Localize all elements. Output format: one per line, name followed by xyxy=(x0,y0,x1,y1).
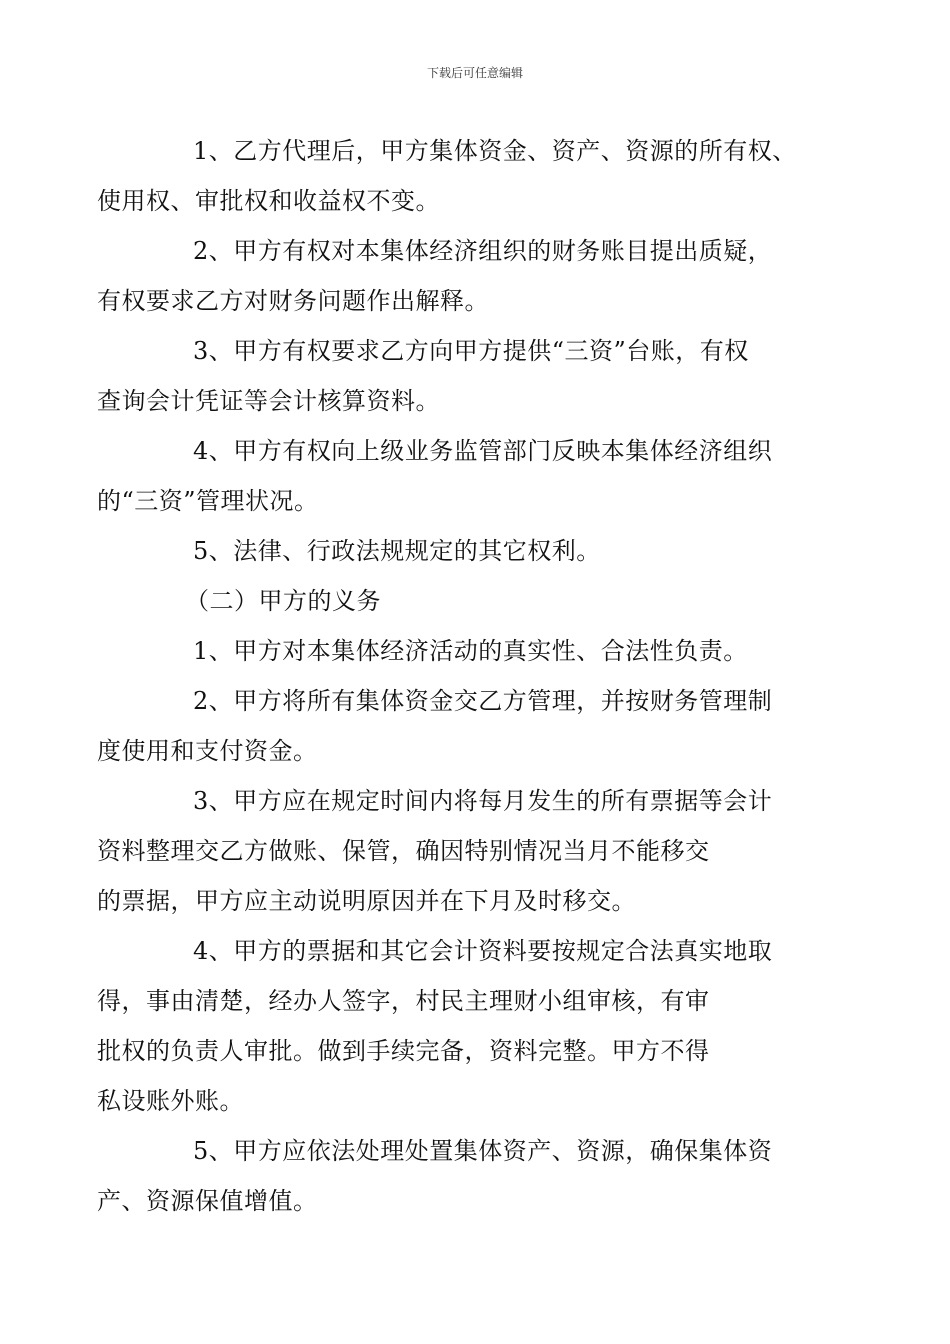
page-header: 下载后可任意编辑 xyxy=(426,66,523,80)
text-line: 3、甲方应在规定时间内将每月发生的所有票据等会计 xyxy=(193,787,773,815)
text-line: 得，事由清楚，经办人签字，村民主理财小组审核，有审 xyxy=(97,987,710,1015)
text-line: 私设账外账。 xyxy=(97,1087,244,1115)
section-heading-obligations xyxy=(145,576,810,626)
paragraph-right-4 xyxy=(97,426,810,526)
paragraph-right-2 xyxy=(97,226,810,326)
paragraph-obligation-1 xyxy=(145,626,810,676)
paragraph-right-1 xyxy=(97,126,810,226)
paragraph-obligation-3 xyxy=(97,776,810,926)
text-line: 5、甲方应依法处理处置集体资产、资源，确保集体资 xyxy=(193,1137,773,1165)
section-heading-text: （二）甲方的义务 xyxy=(185,587,381,615)
text-line: 批权的负责人审批。做到手续完备，资料完整。甲方不得 xyxy=(97,1037,710,1065)
text-line: 度使用和支付资金。 xyxy=(97,737,318,765)
paragraph-obligation-4 xyxy=(97,926,810,1126)
paragraph-obligation-5 xyxy=(97,1126,810,1226)
text-line: 4、甲方的票据和其它会计资料要按规定合法真实地取 xyxy=(193,937,773,965)
paragraph-obligation-2 xyxy=(97,676,810,776)
text-line: 资料整理交乙方做账、保管，确因特别情况当月不能移交 xyxy=(97,837,710,865)
text-line: 的票据，甲方应主动说明原因并在下月及时移交。 xyxy=(97,887,636,915)
text-line: 2、甲方有权对本集体经济组织的财务账目提出质疑， xyxy=(193,237,773,265)
text-line: 2、甲方将所有集体资金交乙方管理，并按财务管理制 xyxy=(193,687,773,715)
paragraph-right-5 xyxy=(145,526,810,576)
text-line: 的“三资”管理状况。 xyxy=(97,487,319,515)
text-line: 1、甲方对本集体经济活动的真实性、合法性负责。 xyxy=(193,637,748,665)
paragraph-right-3 xyxy=(97,326,810,426)
text-line: 查询会计凭证等会计核算资料。 xyxy=(97,387,440,415)
text-line: 有权要求乙方对财务问题作出解释。 xyxy=(97,287,489,315)
text-line: 3、甲方有权要求乙方向甲方提供“三资”台账，有权 xyxy=(193,337,749,365)
text-line: 1、乙方代理后，甲方集体资金、资产、资源的所有权、 xyxy=(193,137,797,165)
text-line: 使用权、审批权和收益权不变。 xyxy=(97,187,440,215)
text-line: 产、资源保值增值。 xyxy=(97,1187,318,1215)
document-body xyxy=(97,126,810,1226)
text-line: 5、法律、行政法规规定的其它权利。 xyxy=(193,537,601,565)
text-line: 4、甲方有权向上级业务监管部门反映本集体经济组织 xyxy=(193,437,773,465)
